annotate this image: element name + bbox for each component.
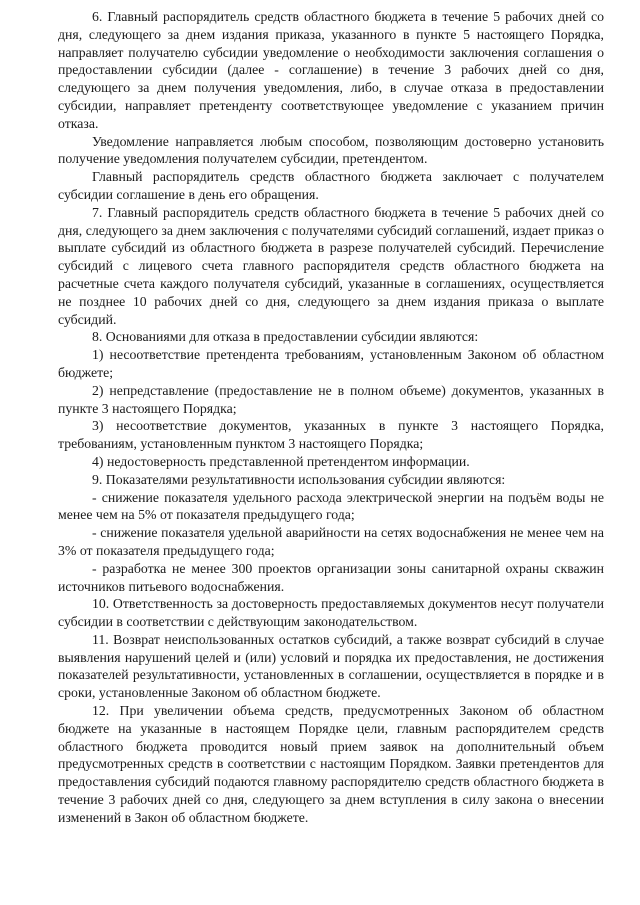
paragraph-item-9: 9. Показателями результативности использования субсидии являются: xyxy=(92,471,506,487)
paragraph-item-6: 6. Главный распорядитель средств областного бюджета в течение 5 рабочих дней со дня, следующего за днем издания приказа, указанного в пункте 5 настоящего Порядка, направляет получателю субсидии уведомление о необходимости заключения соглашения о предоставлении субсидии (далее - соглашение) в течение 3 рабочих дней со дня, следующего за днем получения уведомления, либо, в случае отказа в предоставлении субсидии, направляет претенденту соответствующее уведомление с указанием причин отказа. xyxy=(58,9,604,131)
paragraph-item-7: 7. Главный распорядитель средств областного бюджета в течение 5 рабочих дней со дня, следующего за днем заключения с получателями субсидий соглашений, издает приказ о выплате субсидий из областного бюджета в разрезе получателей субсидий. Перечисление субсидий с лицевого счета главного распорядителя средств областного бюджета на расчетные счета каждого получателя субсидий, указанные в соглашениях, осуществляется не позднее 10 рабочих дней со дня, следующего за днем издания приказа о выплате субсидий. xyxy=(58,204,604,327)
refusal-ground-1: 1) несоответствие претендента требованиям, установленным Законом об областном бюджете; xyxy=(58,347,604,380)
paragraph-agreement-signing: Главный распорядитель средств областного бюджета заключает с получателем субсидии соглашение в день его обращения. xyxy=(58,169,604,202)
indicator-accidents: - снижение показателя удельной аварийности на сетях водоснабжения не менее чем на 3% от показателя предыдущего года; xyxy=(58,525,604,558)
paragraph-item-12: 12. При увеличении объема средств, предусмотренных Законом об областном бюджете на указанные в настоящем Порядке цели, главным распорядителем средств областного бюджета проводится новый прием заявок на дополнительный объем предусмотренных средств в соответствии с настоящим Порядком. Заявки претендентов для предоставления субсидий подаются главному распорядителю средств областного бюджета в течение 3 рабочих дней со дня, следующего за днем вступления в силу закона о внесении изменений в Закон об областном бюджете. xyxy=(58,703,604,825)
refusal-ground-4: 4) недостоверность представленной претендентом информации. xyxy=(92,453,470,469)
paragraph-item-10: 10. Ответственность за достоверность предоставляемых документов несут получатели субсидии в соответствии с действующим законодательством. xyxy=(58,596,604,630)
refusal-ground-3: 3) несоответствие документов, указанных в пункте 3 настоящего Порядка, требованиям, установленным пунктом 3 настоящего Порядка; xyxy=(58,418,604,452)
paragraph-item-11: 11. Возврат неиспользованных остатков субсидий, а также возврат субсидий в случае выявления нарушений целей и (или) условий и порядка их предоставления, не достижения показателей результативности, установленных в соглашении, осуществляется в порядке и в сроки, установленные Законом об областном бюджете. xyxy=(58,631,604,701)
paragraph-notification-method: Уведомление направляется любым способом, позволяющим достоверно установить получение уведомления получателем субсидии, претендентом. xyxy=(58,133,604,167)
indicator-projects: - разработка не менее 300 проектов организации зоны санитарной охраны скважин источников питьевого водоснабжения. xyxy=(58,560,604,594)
refusal-ground-2: 2) непредставление (предоставление не в полном объеме) документов, указанных в пункте 3 настоящего Порядка; xyxy=(58,382,604,416)
indicator-energy: - снижение показателя удельного расхода электрической энергии на подъём воды не менее чем на 5% от показателя предыдущего года; xyxy=(58,489,604,523)
paragraph-item-8: 8. Основаниями для отказа в предоставлении субсидии являются: xyxy=(92,329,479,345)
